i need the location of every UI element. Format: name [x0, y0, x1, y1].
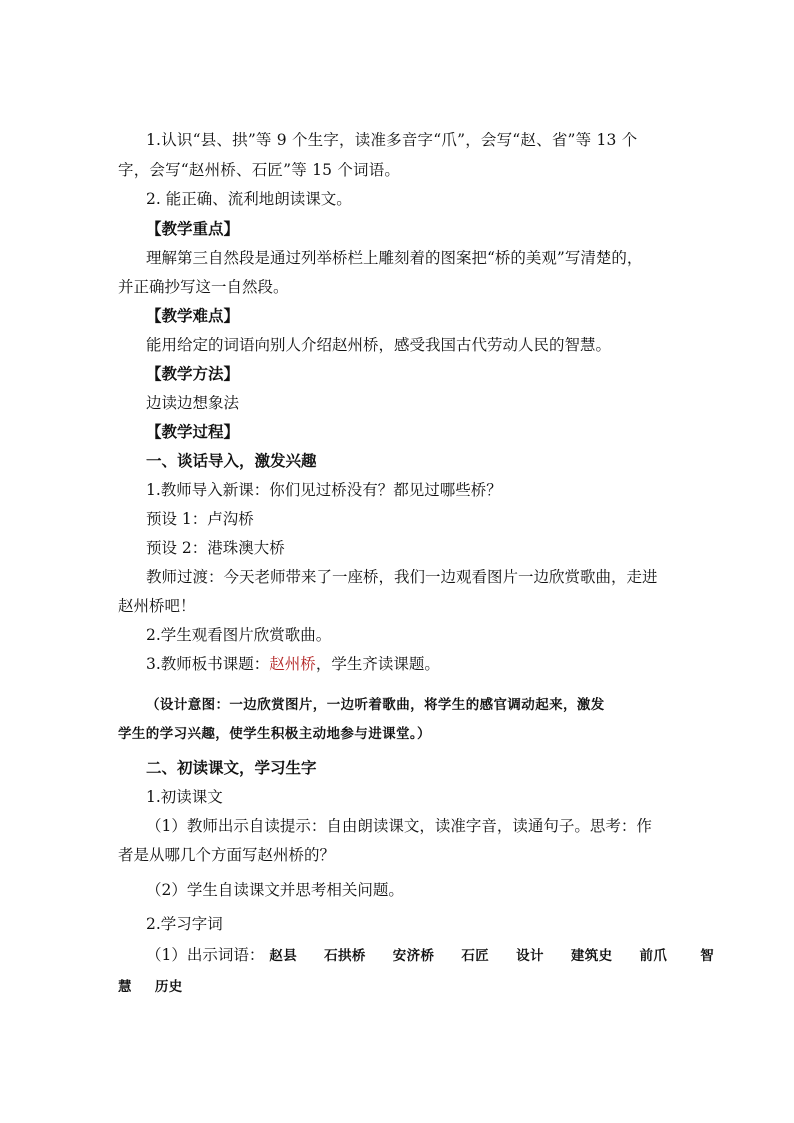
methods-line-1: 边读边想象法 — [146, 394, 240, 412]
vocabulary-word: 设计 — [516, 948, 544, 964]
section-1-preset-2: 预设 2：港珠澳大桥 — [146, 539, 285, 557]
vocabulary-label: （1）出示词语： — [146, 946, 265, 964]
objective-1-line-2: 字，会写“赵州桥、石匠”等 15 个词语。 — [118, 161, 401, 179]
key-points-heading: 【教学重点】 — [146, 219, 240, 238]
objective-2: 2. 能正确、流利地朗读课文。 — [146, 190, 352, 208]
section-2-step-1-line-1: （1）教师出示自读提示：自由朗读课文，读准字音，读通句子。思考：作 — [146, 817, 652, 835]
difficulties-heading: 【教学难点】 — [146, 306, 240, 325]
vocabulary-line-2 — [118, 976, 183, 997]
section-2-title: 二、初读课文，学习生字 — [146, 758, 317, 777]
lesson-title-highlight: 赵州桥 — [269, 655, 316, 673]
section-1-preset-1: 预设 1：卢沟桥 — [146, 510, 254, 528]
process-heading: 【教学过程】 — [146, 422, 240, 441]
objective-1-line-1: 1.认识“县、拱”等 9 个生字，读准多音字“爪”，会写“赵、省”等 13 个 — [146, 131, 638, 149]
difficulties-line-1: 能用给定的词语向别人介绍赵州桥，感受我国古代劳动人民的智慧。 — [146, 336, 612, 354]
vocabulary-word: 前爪 — [639, 948, 668, 964]
section-2-sub-1: 1.初读课文 — [146, 788, 223, 806]
section-1-transition-line-2: 赵州桥吧！ — [118, 597, 196, 615]
methods-heading: 【教学方法】 — [146, 364, 240, 383]
vocabulary-word: 石匠 — [461, 948, 490, 964]
vocabulary-word: 赵县 — [269, 948, 298, 964]
section-1-item-3 — [146, 654, 440, 674]
section-2-step-1-line-2: 者是从哪几个方面写赵州桥的？ — [118, 846, 336, 864]
design-intent-line-2: 学生的学习兴趣，使学生积极主动地参与进课堂。） — [118, 726, 431, 742]
design-intent-text: 一边欣赏图片，一边听着歌曲，将学生的感官调动起来，激发 — [229, 697, 605, 713]
vocabulary-word: 历史 — [154, 979, 183, 995]
item-3-prefix: 3.教师板书课题： — [146, 655, 270, 673]
key-points-line-1: 理解第三自然段是通过列举桥栏上雕刻着的图案把“桥的美观”写清楚的， — [146, 249, 643, 267]
item-3-suffix: ，学生齐读课题。 — [315, 655, 440, 673]
section-1-item-2: 2.学生观看图片欣赏歌曲。 — [146, 626, 332, 644]
section-1-transition-line-1: 教师过渡：今天老师带来了一座桥，我们一边观看图片一边欣赏歌曲，走进 — [146, 568, 658, 586]
section-1-title: 一、谈话导入，激发兴趣 — [146, 451, 317, 470]
key-points-line-2: 并正确抄写这一自然段。 — [118, 278, 289, 296]
section-2-sub-2: 2.学习字词 — [146, 915, 223, 933]
section-2-step-2: （2）学生自读课文并思考相关问题。 — [146, 881, 404, 899]
section-1-item-1: 1.教师导入新课：你们见过桥没有？都见过哪些桥？ — [146, 481, 502, 499]
design-intent-label: （设计意图： — [146, 697, 230, 713]
vocabulary-word: 慧 — [118, 979, 132, 995]
vocabulary-word: 建筑史 — [570, 948, 613, 964]
vocabulary-word: 石拱桥 — [324, 948, 366, 964]
design-intent-line-1 — [146, 695, 605, 715]
vocabulary-word: 安济桥 — [392, 948, 435, 964]
vocabulary-line-1 — [146, 945, 714, 966]
vocabulary-word: 智 — [700, 948, 715, 964]
